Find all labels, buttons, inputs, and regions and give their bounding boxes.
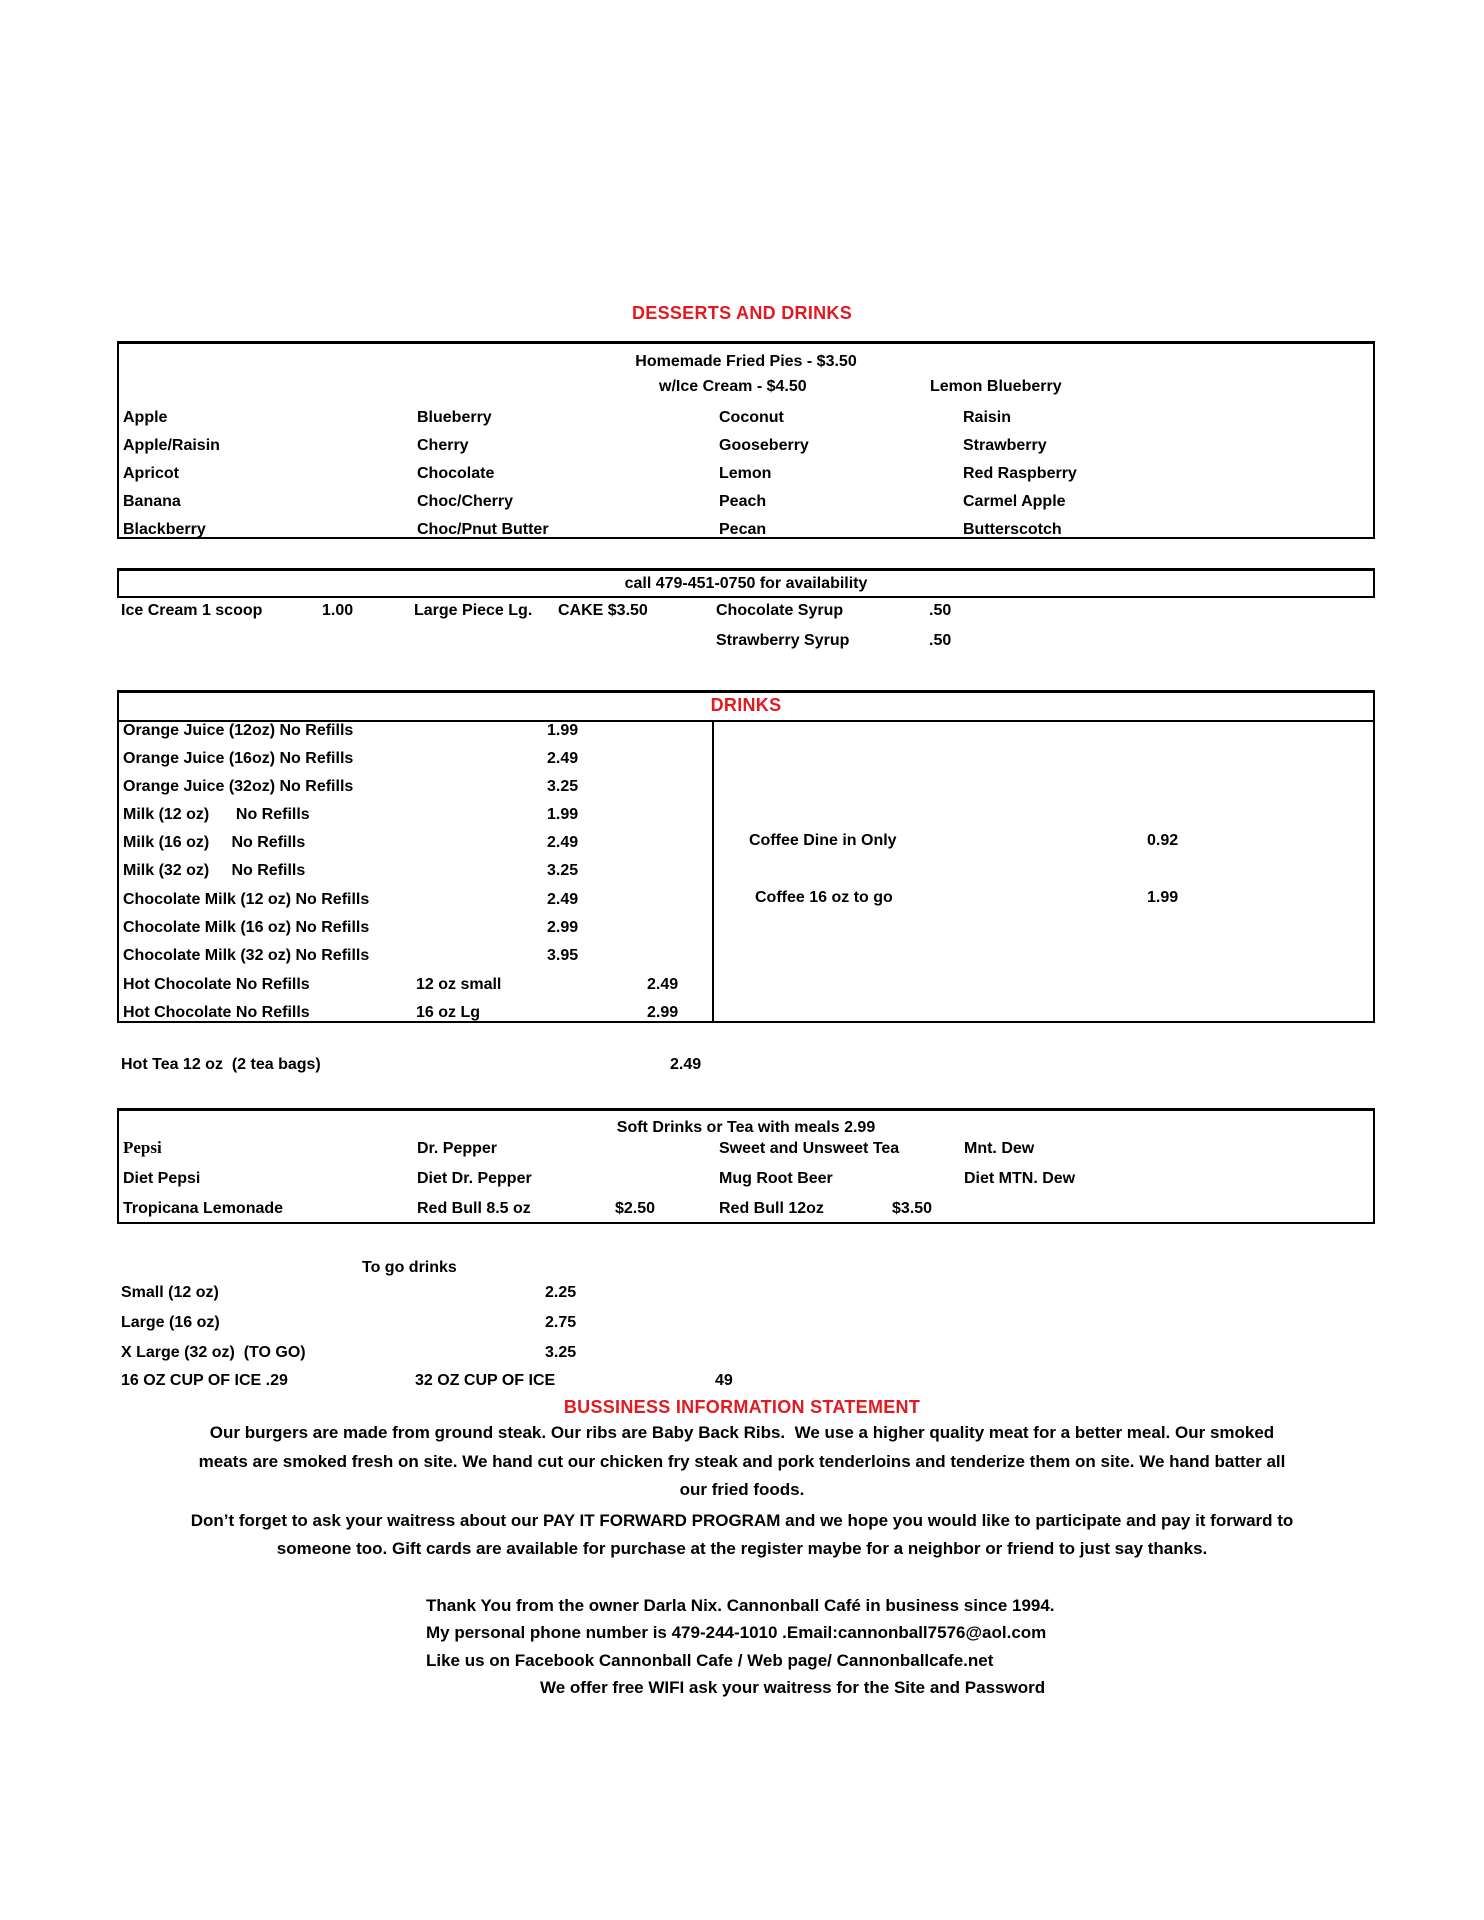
menu-item-label: Coffee 16 oz to go [755, 889, 893, 906]
availability-call-line: call 479-451-0750 for availability [624, 574, 868, 592]
menu-item-price: CAKE $3.50 [558, 602, 648, 619]
wifi-info-line: We offer free WIFI ask your waitress for the Site and Password [540, 1678, 1046, 1697]
menu-item-label: Chocolate Syrup [716, 602, 844, 619]
drinks-column-divider [712, 722, 714, 1021]
menu-item-price: 2.99 [547, 919, 579, 936]
menu-item-label: Chocolate Milk (12 oz) No Refills [123, 891, 370, 908]
menu-item-price: 1.00 [322, 602, 354, 619]
menu-item-size: 16 oz Lg [416, 1004, 481, 1021]
pie-flavor: Choc/Cherry [417, 493, 514, 510]
menu-item-label: Chocolate Milk (16 oz) No Refills [123, 919, 370, 936]
pie-flavor: Carmel Apple [963, 493, 1066, 510]
pie-flavor: Red Raspberry [963, 465, 1077, 482]
pie-flavor: Apple/Raisin [123, 437, 220, 454]
fried-pies-header: Homemade Fried Pies - $3.50 [635, 353, 857, 370]
menu-item-price: 1.99 [547, 806, 579, 823]
soft-drink-name: Dr. Pepper [417, 1140, 498, 1157]
pie-flavor: Coconut [719, 409, 784, 426]
menu-item-label: Hot Chocolate No Refills [123, 1004, 310, 1021]
menu-item-price: $2.50 [615, 1200, 656, 1217]
menu-item-label: Small (12 oz) [121, 1284, 219, 1301]
pie-flavor: Strawberry [963, 437, 1047, 454]
menu-item-price: $3.50 [892, 1200, 933, 1217]
pie-flavor: Choc/Pnut Butter [417, 521, 549, 538]
fried-pies-icecream-price: w/Ice Cream - $4.50 [659, 378, 807, 395]
menu-item-price: 3.25 [547, 778, 579, 795]
soft-drink-name: Mug Root Beer [719, 1170, 833, 1187]
owner-thankyou-line: Thank You from the owner Darla Nix. Cannonball Café in business since 1994. [426, 1596, 1055, 1615]
pie-flavor: Peach [719, 493, 767, 510]
menu-item-label: Milk (32 oz) No Refills [123, 862, 306, 879]
soft-drink-name: Sweet and Unsweet Tea [719, 1140, 900, 1157]
menu-item-price: 2.49 [647, 976, 679, 993]
business-paragraph-line: meats are smoked fresh on site. We hand cut our chicken fry steak and pork tenderloins and tenderize them on site. We hand batter all [198, 1452, 1286, 1471]
soft-drink-name: Diet MTN. Dew [964, 1170, 1076, 1187]
pay-it-forward-line: Don’t forget to ask your waitress about our PAY IT FORWARD PROGRAM and we hope you would like to participate and pay it forward to [190, 1511, 1294, 1530]
soft-drink-name: Mnt. Dew [964, 1140, 1035, 1157]
menu-item-price: 2.49 [670, 1056, 702, 1073]
drinks-section-header: DRINKS [119, 693, 1373, 722]
pie-flavor: Chocolate [417, 465, 495, 482]
menu-item-label: 32 OZ CUP OF ICE [415, 1372, 556, 1389]
pie-flavor: Apricot [123, 465, 179, 482]
business-paragraph-line: our fried foods. [679, 1480, 805, 1499]
page-title: DESSERTS AND DRINKS [631, 303, 853, 323]
pie-flavor: Pecan [719, 521, 767, 538]
menu-item-label: X Large (32 oz) (TO GO) [121, 1344, 306, 1361]
togo-drinks-header: To go drinks [362, 1259, 457, 1276]
pie-flavor: Raisin [963, 409, 1012, 426]
drinks-box [117, 690, 1375, 1023]
business-info-header: BUSSINESS INFORMATION STATEMENT [563, 1397, 921, 1417]
soft-drink-name: Diet Pepsi [123, 1170, 201, 1187]
menu-item-price: 2.49 [547, 891, 579, 908]
menu-item-price: 2.25 [545, 1284, 577, 1301]
soft-drinks-header: Soft Drinks or Tea with meals 2.99 [616, 1119, 876, 1136]
menu-item-price: 1.99 [547, 722, 579, 739]
soft-drink-name: Red Bull 8.5 oz [417, 1200, 531, 1217]
menu-item-label: Milk (12 oz) No Refills [123, 806, 310, 823]
menu-item-price: 2.49 [547, 834, 579, 851]
menu-item-price: 0.92 [1147, 832, 1179, 849]
menu-item-label: Coffee Dine in Only [749, 832, 897, 849]
menu-item-price: 2.75 [545, 1314, 577, 1331]
menu-item-price: .50 [929, 632, 952, 649]
menu-item-size: 12 oz small [416, 976, 502, 993]
pie-flavor: Gooseberry [719, 437, 809, 454]
business-paragraph-line: Our burgers are made from ground steak. Our ribs are Baby Back Ribs. We use a higher quality meat for a better meal. Our smoked [209, 1423, 1275, 1442]
menu-item-label: Large (16 oz) [121, 1314, 220, 1331]
menu-item-price: 3.25 [545, 1344, 577, 1361]
pie-flavor: Blackberry [123, 521, 206, 538]
fried-pies-box [117, 341, 1375, 539]
menu-item-price: .50 [929, 602, 952, 619]
menu-item-label: Orange Juice (12oz) No Refills [123, 722, 354, 739]
menu-item-label: Chocolate Milk (32 oz) No Refills [123, 947, 370, 964]
soft-drink-name: Diet Dr. Pepper [417, 1170, 532, 1187]
menu-item-label: Orange Juice (32oz) No Refills [123, 778, 354, 795]
menu-item-price: 2.49 [547, 750, 579, 767]
soft-drink-name: Tropicana Lemonade [123, 1200, 284, 1217]
menu-item-price: 3.95 [547, 947, 579, 964]
menu-item-price: 1.99 [1147, 889, 1179, 906]
menu-item-price: 2.99 [647, 1004, 679, 1021]
soft-drink-name: Red Bull 12oz [719, 1200, 824, 1217]
menu-item-label: Hot Chocolate No Refills [123, 976, 310, 993]
pie-flavor: Apple [123, 409, 168, 426]
pie-flavor: Lemon Blueberry [930, 378, 1062, 395]
owner-phone-email-line: My personal phone number is 479-244-1010 .Email:cannonball7576@aol.com [426, 1623, 1047, 1642]
pie-flavor: Lemon [719, 465, 772, 482]
menu-item-price: 49 [715, 1372, 733, 1389]
pay-it-forward-line: someone too. Gift cards are available for purchase at the register maybe for a neighbor or friend to just say thanks. [276, 1539, 1208, 1558]
menu-item-price: 3.25 [547, 862, 579, 879]
menu-item-label: Hot Tea 12 oz (2 tea bags) [121, 1056, 321, 1073]
soft-drinks-box [117, 1108, 1375, 1224]
menu-item-label: 16 OZ CUP OF ICE .29 [121, 1372, 288, 1389]
menu-item-label: Strawberry Syrup [716, 632, 850, 649]
menu-item-label: Ice Cream 1 scoop [121, 602, 263, 619]
menu-item-label: Large Piece Lg. [414, 602, 533, 619]
pie-flavor: Butterscotch [963, 521, 1062, 538]
pie-flavor: Banana [123, 493, 181, 510]
menu-item-label: Orange Juice (16oz) No Refills [123, 750, 354, 767]
availability-box [117, 568, 1375, 598]
menu-item-label: Milk (16 oz) No Refills [123, 834, 306, 851]
pie-flavor: Cherry [417, 437, 469, 454]
soft-drink-name: Pepsi [123, 1138, 162, 1157]
facebook-webpage-line: Like us on Facebook Cannonball Cafe / Web page/ Cannonballcafe.net [426, 1651, 994, 1670]
pie-flavor: Blueberry [417, 409, 492, 426]
